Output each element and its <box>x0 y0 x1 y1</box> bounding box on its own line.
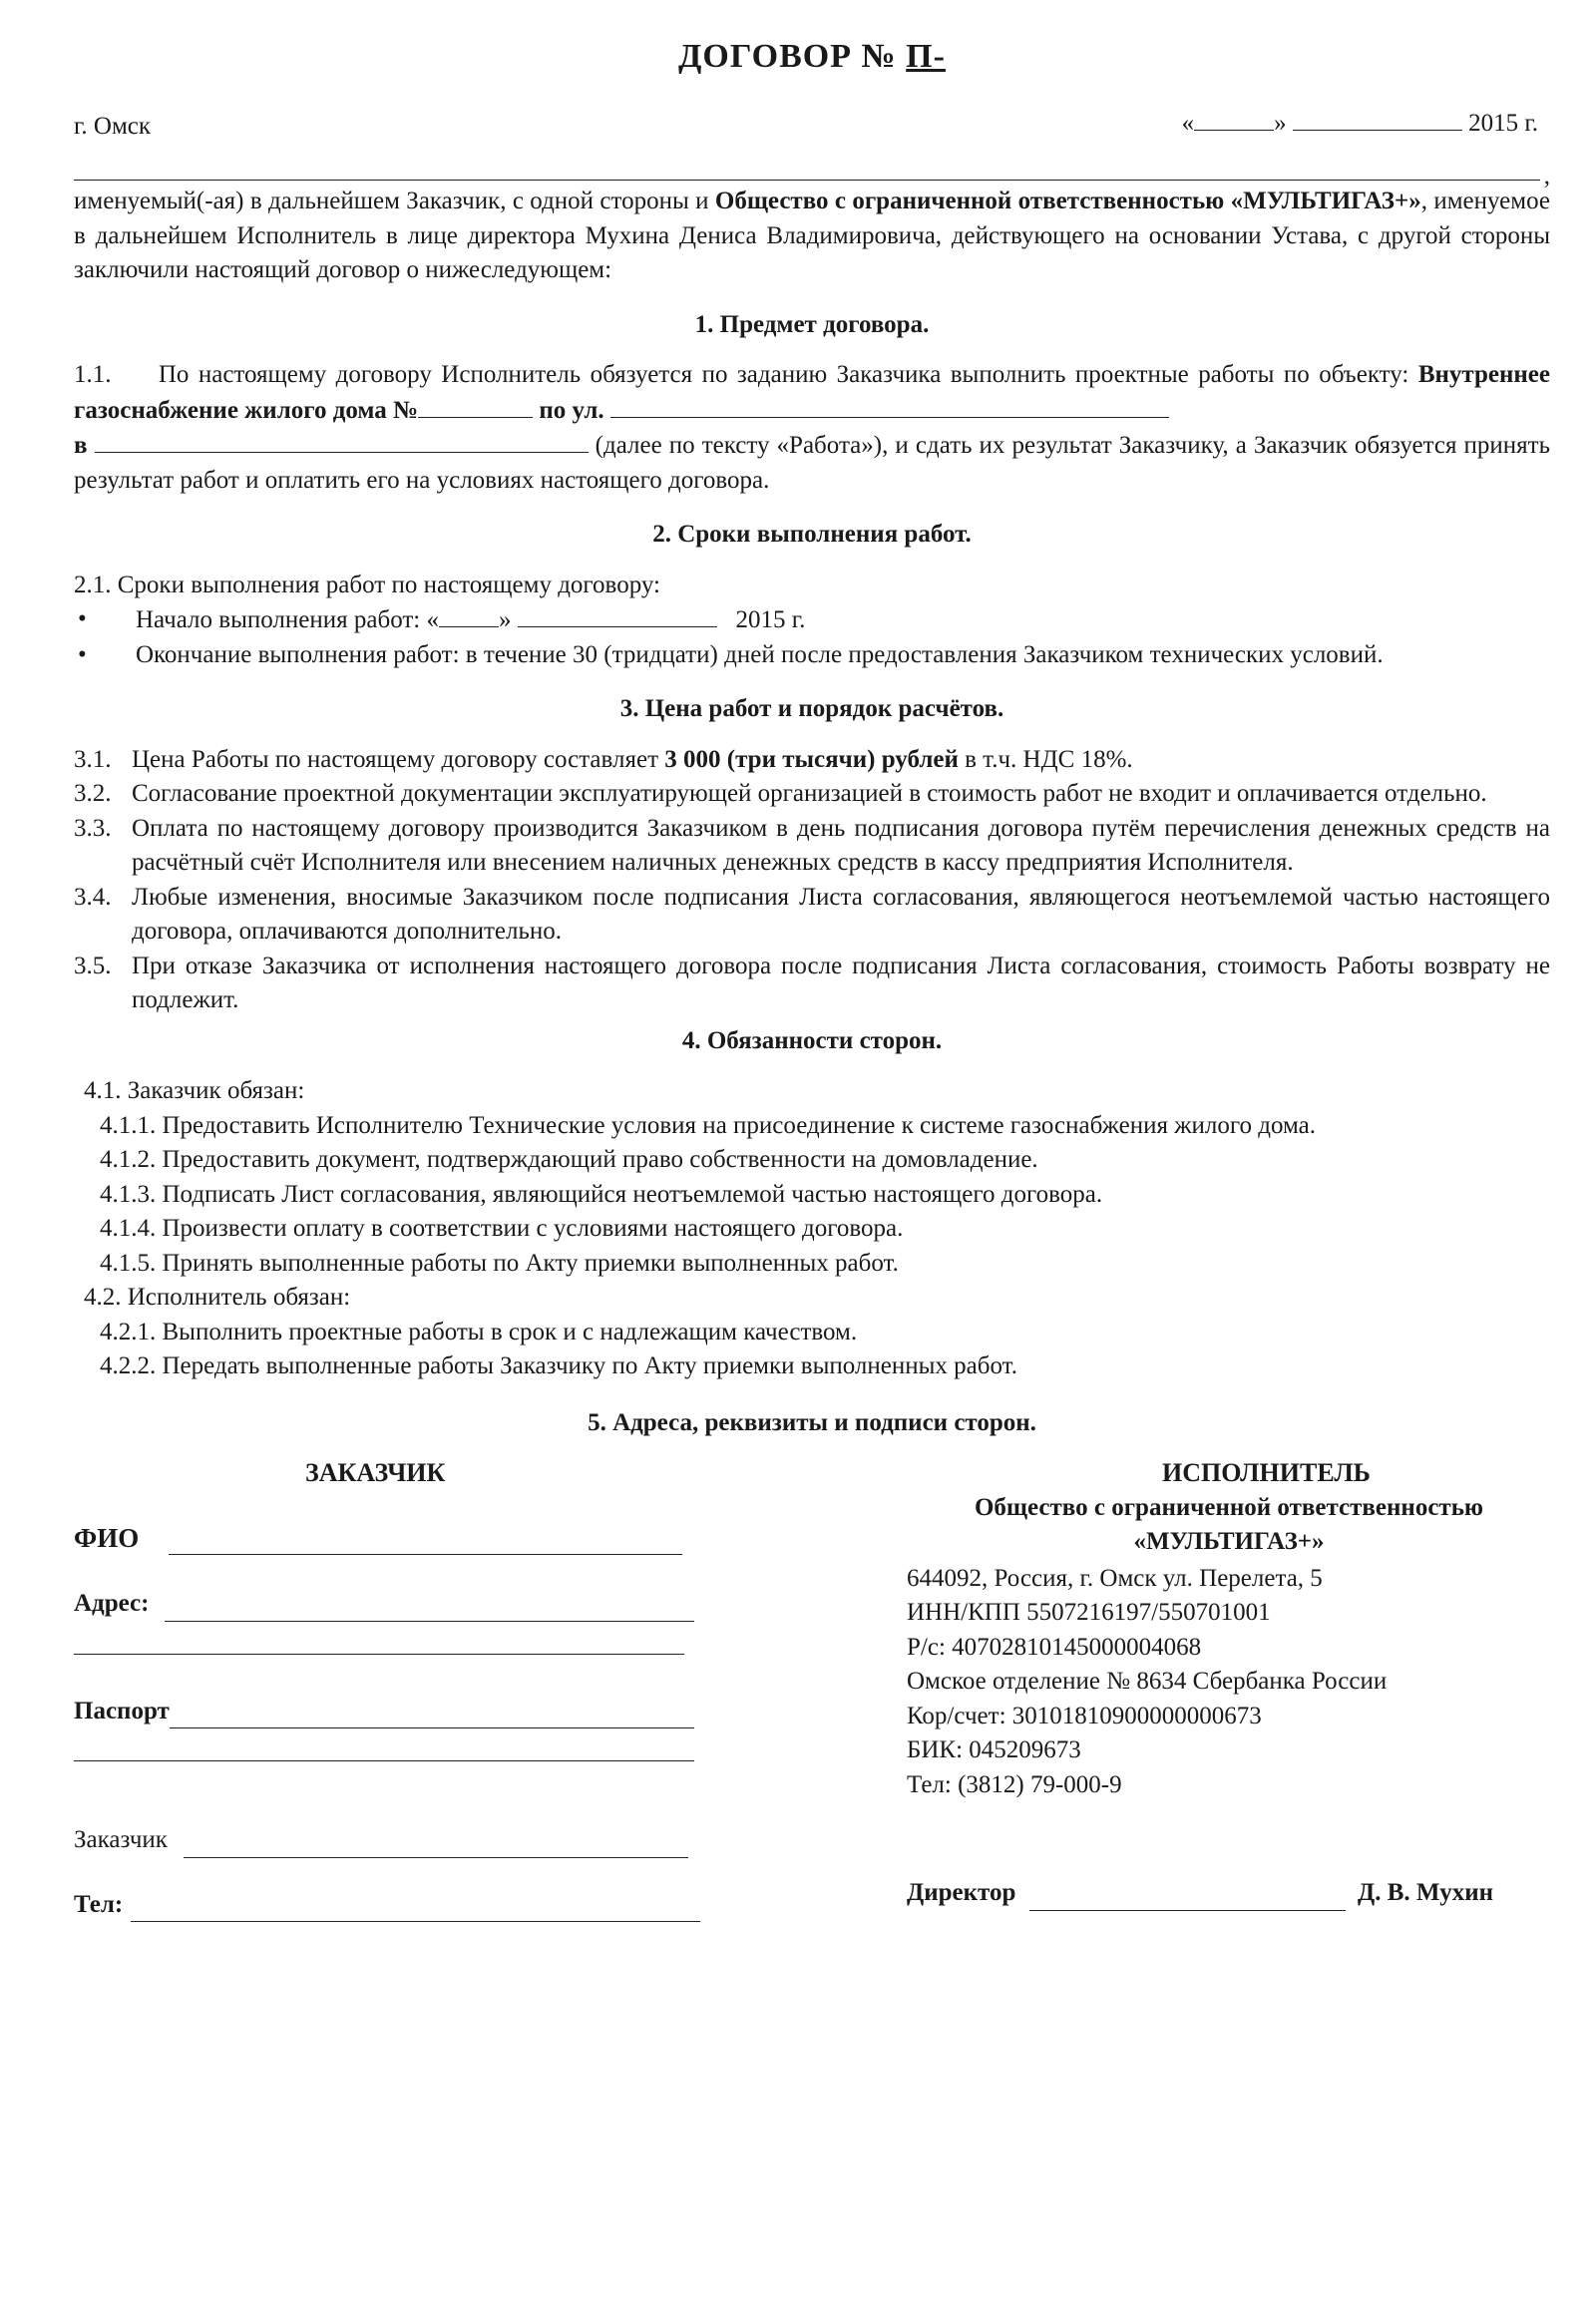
document-title <box>74 40 1550 80</box>
customer-sign-label: Заказчик <box>74 1826 168 1853</box>
fio-row <box>74 1521 682 1556</box>
clause-2-1: 2.1. Сроки выполнения работ по настоящему договору: <box>74 571 660 598</box>
price-amount: 3 000 (три тысячи) рублей <box>664 745 959 773</box>
executor-account: Р/с: 40702810145000004068 <box>907 1633 1202 1661</box>
passport-field-2[interactable] <box>74 1734 694 1761</box>
clause-number: 3.5. <box>74 952 112 979</box>
date-open-quote: « <box>1181 110 1195 137</box>
executor-org-line-2: «МУЛЬТИГАЗ+» <box>1133 1528 1325 1555</box>
start-close-quote: » <box>498 606 512 633</box>
address-field[interactable] <box>165 1595 694 1622</box>
start-year: 2015 г. <box>735 606 806 633</box>
city: г. Омск <box>74 113 152 140</box>
clause-number: 3.4. <box>74 883 112 911</box>
clause-4-2: 4.2. Исполнитель обязан: <box>84 1284 351 1311</box>
customer-name-blank[interactable] <box>74 160 1550 190</box>
customer-block <box>74 1456 712 1922</box>
clause-4-1-3: 4.1.3. Подписать Лист согласования, являющийся неотъемлемой частью настоящего договора. <box>100 1180 1103 1208</box>
section-1-title: 1. Предмет договора. <box>694 310 930 338</box>
clause-3-5 <box>74 950 1550 1018</box>
intro-org: Общество с ограниченной ответственностью «МУЛЬТИГАЗ+» <box>714 188 1421 214</box>
executor-org-line-1: Общество с ограниченной ответственностью <box>974 1493 1484 1521</box>
passport-label: Паспорт <box>74 1697 170 1724</box>
clause-4-1-4: 4.1.4. Произвести оплату в соответствии с условиями настоящего договора. <box>100 1215 904 1242</box>
clause-4-1-1: 4.1.1. Предоставить Исполнителю Технические условия на присоединение к системе газоснабжения жилого дома. <box>100 1111 1316 1139</box>
clause-number: 1.1. <box>74 361 112 388</box>
phone-label: Тел: <box>74 1890 124 1918</box>
clause-number: 3.1. <box>74 745 112 773</box>
clause-3-2 <box>74 777 1550 812</box>
street-blank[interactable] <box>610 393 1169 418</box>
executor-phone: Тел: (3812) 79-000-9 <box>907 1770 1122 1798</box>
clause-4-1: 4.1. Заказчик обязан: <box>84 1077 305 1104</box>
clause-4-1-5: 4.1.5. Принять выполненные работы по Акту приемки выполненных работ. <box>100 1249 899 1277</box>
object-label: Внутреннее газоснабжение жилого дома № <box>74 361 1550 424</box>
passport-row <box>74 1695 694 1729</box>
start-label: Начало выполнения работ: « <box>136 606 439 633</box>
director-label: Директор <box>907 1879 1016 1906</box>
street-label: по ул. <box>533 396 610 424</box>
clause-3-1 <box>74 743 1550 778</box>
date-close-quote: » <box>1274 110 1287 137</box>
clause-4-2-1: 4.2.1. Выполнить проектные работы в срок и с надлежащим качеством. <box>100 1318 858 1345</box>
address-field-2[interactable] <box>74 1628 684 1655</box>
section-2-title: 2. Сроки выполнения работ. <box>652 521 972 548</box>
executor-block <box>907 1456 1545 1911</box>
price-vat: в т.ч. НДС 18%. <box>958 745 1133 773</box>
intro-comma: , <box>1543 162 1550 190</box>
executor-bank: Омское отделение № 8634 Сбербанка России <box>907 1668 1388 1695</box>
locality-label: в <box>74 432 95 459</box>
section-3-title: 3. Цена работ и порядок расчётов. <box>619 695 1004 722</box>
clause-text: При отказе Заказчика от исполнения настоящего договора после подписания Листа согласования, стоимость Работы возврату не подлежит. <box>132 952 1550 1013</box>
date-year: 2015 г. <box>1468 110 1538 137</box>
director-row <box>907 1876 1493 1911</box>
clause-1-1 <box>74 358 1550 498</box>
bullet-icon: • <box>78 640 87 668</box>
signatures-block <box>74 1456 1550 2015</box>
address-row <box>74 1587 694 1622</box>
clause-text: Любые изменения, вносимые Заказчиком после подписания Листа согласования, являющегося неотъемлемой частью настоящего договора, оплачиваются дополнительно. <box>132 883 1550 945</box>
section-4-title: 4. Обязанности сторон. <box>681 1026 943 1054</box>
month-blank[interactable] <box>1293 106 1462 131</box>
title-prefix: ДОГОВОР № <box>678 38 897 75</box>
phone-row <box>74 1888 700 1923</box>
list-item-start <box>74 602 1550 638</box>
clause-text: Согласование проектной документации эксплуатирующей организацией в стоимость работ не входит и оплачивается отдельно. <box>132 780 1487 807</box>
clause-text: Оплата по настоящему договору производится Заказчиком в день подписания договора путём перечисления денежных средств на расчётный счёт Исполнителя или внесением наличных денежных средств в кассу предприятия Исполнителя. <box>132 814 1550 876</box>
executor-bik: БИК: 045209673 <box>907 1736 1081 1763</box>
intro-text-1: именуемый(-ая) в дальнейшем Заказчик, с одной стороны и <box>74 188 715 214</box>
clause-number: 3.3. <box>74 814 112 842</box>
city-date-line <box>74 110 1550 150</box>
house-number-blank[interactable] <box>418 393 533 418</box>
end-date-text: Окончание выполнения работ: в течение 30 (тридцати) дней после предоставления Заказчиком технических условий. <box>136 640 1384 668</box>
customer-signature-field[interactable] <box>184 1831 688 1858</box>
passport-field[interactable] <box>170 1702 694 1728</box>
clause-3-4 <box>74 881 1550 950</box>
fio-field[interactable] <box>169 1528 682 1555</box>
contract-page <box>74 40 1550 2264</box>
intro-paragraph <box>74 185 1550 288</box>
address-label: Адрес: <box>74 1590 150 1617</box>
clause-4-2-2: 4.2.2. Передать выполненные работы Заказчику по Акту приемки выполненных работ. <box>100 1352 1017 1379</box>
start-day-blank[interactable] <box>439 602 499 627</box>
contract-number: П- <box>906 38 946 75</box>
fio-label: ФИО <box>74 1522 140 1553</box>
locality-blank[interactable] <box>95 428 589 453</box>
executor-address: 644092, Россия, г. Омск ул. Перелета, 5 <box>907 1564 1323 1592</box>
contract-date <box>1182 106 1538 142</box>
price-text: Цена Работы по настоящему договору составляет <box>132 745 665 773</box>
day-blank[interactable] <box>1194 106 1274 131</box>
customer-sign-row <box>74 1823 688 1858</box>
intro-text-2: , именуемое в дальнейшем Исполнитель в лице директора Мухина Дениса Владимировича, действующего на основании Устава, с другой стороны заключили настоящий договор о нижеследующем: <box>74 188 1550 283</box>
phone-field[interactable] <box>131 1895 700 1922</box>
section-5-title: 5. Адреса, реквизиты и подписи сторон. <box>588 1408 1036 1436</box>
executor-corr-account: Кор/счет: 30101810900000000673 <box>907 1702 1262 1729</box>
clause-3-3 <box>74 812 1550 881</box>
clause-4-1-2: 4.1.2. Предоставить документ, подтверждающий право собственности на домовладение. <box>100 1146 1038 1173</box>
executor-heading: ИСПОЛНИТЕЛЬ <box>1162 1458 1371 1487</box>
list-item-end <box>74 638 1550 673</box>
director-signature-field[interactable] <box>1029 1884 1346 1911</box>
customer-heading: ЗАКАЗЧИК <box>305 1458 446 1487</box>
clause-1-1-text-2: (далее по тексту «Работа»), и сдать их результат Заказчику, а Заказчик обязуется принять результат работ и оплатить его на условиях настоящего договора. <box>74 432 1550 494</box>
bullet-icon: • <box>78 605 87 632</box>
start-month-blank[interactable] <box>518 602 717 627</box>
clause-1-1-text: По настоящему договору Исполнитель обязуется по заданию Заказчика выполнить проектные работы по объекту: <box>158 361 1418 388</box>
director-name: Д. В. Мухин <box>1358 1879 1493 1906</box>
clause-number: 3.2. <box>74 780 112 807</box>
executor-inn: ИНН/КПП 5507216197/550701001 <box>907 1599 1271 1626</box>
start-date-text <box>136 602 1550 638</box>
